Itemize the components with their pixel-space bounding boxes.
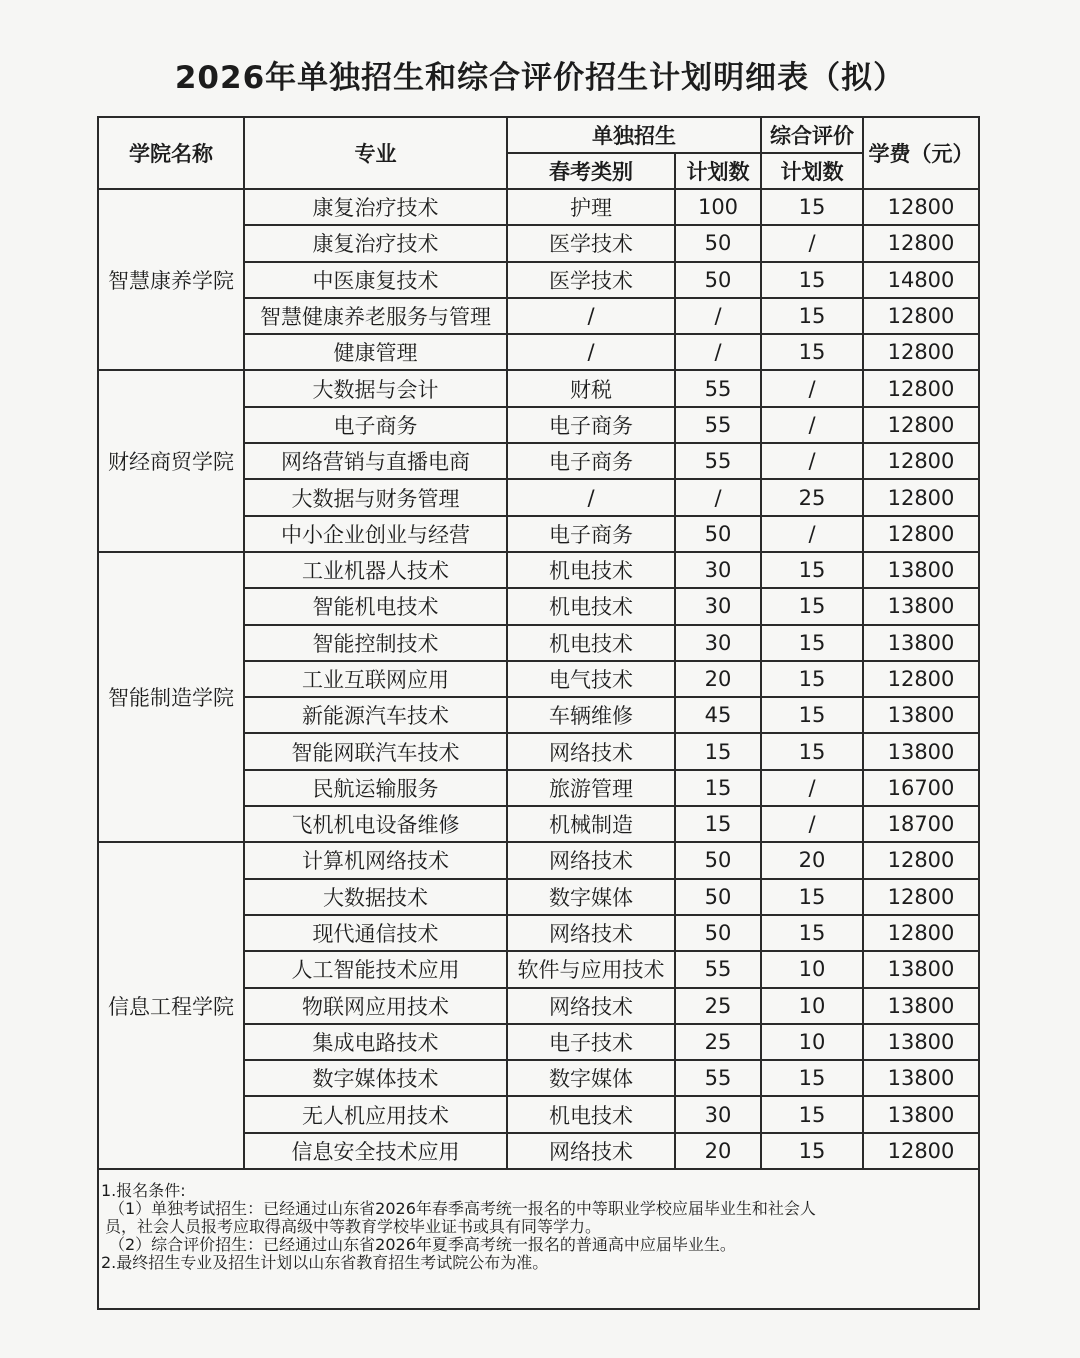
comprehensive-plan-cell: /: [761, 516, 863, 552]
plan-count-cell: /: [675, 298, 761, 334]
tuition-fee-cell: 12800: [863, 516, 979, 552]
college-name-cell: 财经商贸学院: [98, 370, 244, 551]
plan-count-cell: 50: [675, 879, 761, 915]
plan-count-cell: 55: [675, 1060, 761, 1096]
spring-category-cell: 机电技术: [507, 1096, 675, 1132]
header-major: 专业: [244, 117, 507, 189]
comprehensive-plan-cell: 15: [761, 661, 863, 697]
spring-category-cell: 机电技术: [507, 625, 675, 661]
note-line: 2.最终招生专业及招生计划以山东省教育招生考试院公布为准。: [101, 1253, 549, 1273]
tuition-fee-cell: 12800: [863, 407, 979, 443]
table-row: [98, 842, 979, 878]
plan-count-cell: 15: [675, 770, 761, 806]
tuition-fee-cell: 13800: [863, 588, 979, 624]
comprehensive-plan-cell: 15: [761, 334, 863, 370]
tuition-fee-cell: 13800: [863, 552, 979, 588]
plan-count-cell: 55: [675, 443, 761, 479]
major-cell: 民航运输服务: [244, 770, 507, 806]
note-line: 员，社会人员报考应取得高级中等教育学校毕业证书或具有同等学力。: [105, 1217, 602, 1237]
college-name-cell: 信息工程学院: [98, 842, 244, 1169]
spring-category-cell: 电子商务: [507, 443, 675, 479]
tuition-fee-cell: 18700: [863, 806, 979, 842]
comprehensive-plan-cell: 15: [761, 1096, 863, 1132]
plan-count-cell: 20: [675, 661, 761, 697]
major-cell: 大数据与会计: [244, 370, 507, 406]
tuition-fee-cell: 13800: [863, 988, 979, 1024]
tuition-fee-cell: 12800: [863, 225, 979, 261]
plan-count-cell: 50: [675, 262, 761, 298]
major-cell: 中医康复技术: [244, 262, 507, 298]
plan-count-cell: 15: [675, 806, 761, 842]
plan-count-cell: 55: [675, 951, 761, 987]
comprehensive-plan-cell: 25: [761, 479, 863, 515]
enrollment-plan-table-container: [97, 116, 978, 1310]
major-cell: 无人机应用技术: [244, 1096, 507, 1132]
plan-count-cell: 30: [675, 625, 761, 661]
plan-count-cell: 55: [675, 370, 761, 406]
spring-category-cell: 电子技术: [507, 1024, 675, 1060]
plan-count-cell: 30: [675, 1096, 761, 1132]
comprehensive-plan-cell: 15: [761, 298, 863, 334]
spring-category-cell: 网络技术: [507, 1133, 675, 1169]
spring-category-cell: 电子商务: [507, 516, 675, 552]
major-cell: 康复治疗技术: [244, 189, 507, 225]
comprehensive-plan-cell: /: [761, 443, 863, 479]
tuition-fee-cell: 12800: [863, 370, 979, 406]
comprehensive-plan-cell: 15: [761, 733, 863, 769]
plan-count-cell: /: [675, 334, 761, 370]
major-cell: 工业机器人技术: [244, 552, 507, 588]
comprehensive-plan-cell: 20: [761, 842, 863, 878]
comprehensive-plan-cell: 10: [761, 988, 863, 1024]
plan-count-cell: 100: [675, 189, 761, 225]
spring-category-cell: 电子商务: [507, 407, 675, 443]
tuition-fee-cell: 12800: [863, 842, 979, 878]
comprehensive-plan-cell: 10: [761, 951, 863, 987]
header-tuition-fee: 学费（元）: [863, 117, 979, 189]
major-cell: 新能源汽车技术: [244, 697, 507, 733]
header-plan-count: 计划数: [675, 153, 761, 189]
plan-count-cell: 25: [675, 988, 761, 1024]
comprehensive-plan-cell: 15: [761, 189, 863, 225]
spring-category-cell: 机电技术: [507, 552, 675, 588]
comprehensive-plan-cell: /: [761, 407, 863, 443]
comprehensive-plan-cell: /: [761, 770, 863, 806]
spring-category-cell: 机电技术: [507, 588, 675, 624]
comprehensive-plan-cell: /: [761, 370, 863, 406]
tuition-fee-cell: 12800: [863, 298, 979, 334]
spring-category-cell: 软件与应用技术: [507, 951, 675, 987]
tuition-fee-cell: 14800: [863, 262, 979, 298]
enrollment-plan-table: [97, 116, 980, 1170]
tuition-fee-cell: 12800: [863, 479, 979, 515]
note-line: （2）综合评价招生：已经通过山东省2026年夏季高考统一报名的普通高中应届毕业生。: [109, 1235, 736, 1255]
table-row: [98, 370, 979, 406]
major-cell: 智慧健康养老服务与管理: [244, 298, 507, 334]
tuition-fee-cell: 13800: [863, 1096, 979, 1132]
header-comprehensive-evaluation: 综合评价: [761, 117, 863, 153]
comprehensive-plan-cell: 15: [761, 1133, 863, 1169]
tuition-fee-cell: 12800: [863, 661, 979, 697]
tuition-fee-cell: 16700: [863, 770, 979, 806]
comprehensive-plan-cell: 15: [761, 625, 863, 661]
college-name-cell: 智慧康养学院: [98, 189, 244, 370]
spring-category-cell: 机械制造: [507, 806, 675, 842]
major-cell: 智能控制技术: [244, 625, 507, 661]
spring-category-cell: 护理: [507, 189, 675, 225]
tuition-fee-cell: 12800: [863, 443, 979, 479]
major-cell: 计算机网络技术: [244, 842, 507, 878]
tuition-fee-cell: 13800: [863, 733, 979, 769]
spring-category-cell: /: [507, 479, 675, 515]
comprehensive-plan-cell: 15: [761, 879, 863, 915]
notes-section: [97, 1170, 980, 1310]
table-row: [98, 552, 979, 588]
plan-count-cell: 20: [675, 1133, 761, 1169]
comprehensive-plan-cell: /: [761, 806, 863, 842]
header-college: 学院名称: [98, 117, 244, 189]
comprehensive-plan-cell: 15: [761, 588, 863, 624]
plan-count-cell: 50: [675, 915, 761, 951]
spring-category-cell: 网络技术: [507, 915, 675, 951]
tuition-fee-cell: 12800: [863, 915, 979, 951]
header-comprehensive-plan-count: 计划数: [761, 153, 863, 189]
plan-count-cell: 45: [675, 697, 761, 733]
page-title: 2026年单独招生和综合评价招生计划明细表（拟）: [174, 60, 906, 96]
header-separate-enrollment: 单独招生: [507, 117, 761, 153]
tuition-fee-cell: 12800: [863, 189, 979, 225]
comprehensive-plan-cell: 15: [761, 915, 863, 951]
major-cell: 数字媒体技术: [244, 1060, 507, 1096]
major-cell: 电子商务: [244, 407, 507, 443]
major-cell: 网络营销与直播电商: [244, 443, 507, 479]
note-line: （1）单独考试招生：已经通过山东省2026年春季高考统一报名的中等职业学校应届毕业生和社会人: [109, 1199, 816, 1219]
tuition-fee-cell: 12800: [863, 1133, 979, 1169]
major-cell: 智能网联汽车技术: [244, 733, 507, 769]
tuition-fee-cell: 12800: [863, 879, 979, 915]
tuition-fee-cell: 13800: [863, 697, 979, 733]
major-cell: 中小企业创业与经营: [244, 516, 507, 552]
comprehensive-plan-cell: 10: [761, 1024, 863, 1060]
comprehensive-plan-cell: 15: [761, 262, 863, 298]
major-cell: 现代通信技术: [244, 915, 507, 951]
plan-count-cell: 55: [675, 407, 761, 443]
major-cell: 大数据与财务管理: [244, 479, 507, 515]
major-cell: 信息安全技术应用: [244, 1133, 507, 1169]
tuition-fee-cell: 12800: [863, 334, 979, 370]
major-cell: 康复治疗技术: [244, 225, 507, 261]
major-cell: 大数据技术: [244, 879, 507, 915]
spring-category-cell: 医学技术: [507, 262, 675, 298]
major-cell: 集成电路技术: [244, 1024, 507, 1060]
spring-category-cell: 数字媒体: [507, 879, 675, 915]
plan-count-cell: 50: [675, 842, 761, 878]
major-cell: 人工智能技术应用: [244, 951, 507, 987]
college-name-cell: 智能制造学院: [98, 552, 244, 842]
tuition-fee-cell: 13800: [863, 1024, 979, 1060]
spring-category-cell: 网络技术: [507, 988, 675, 1024]
spring-category-cell: 旅游管理: [507, 770, 675, 806]
tuition-fee-cell: 13800: [863, 625, 979, 661]
major-cell: 物联网应用技术: [244, 988, 507, 1024]
spring-category-cell: 车辆维修: [507, 697, 675, 733]
spring-category-cell: 网络技术: [507, 842, 675, 878]
comprehensive-plan-cell: 15: [761, 1060, 863, 1096]
plan-count-cell: 50: [675, 516, 761, 552]
header-spring-category: 春考类别: [507, 153, 675, 189]
spring-category-cell: 医学技术: [507, 225, 675, 261]
plan-count-cell: 50: [675, 225, 761, 261]
tuition-fee-cell: 13800: [863, 951, 979, 987]
major-cell: 工业互联网应用: [244, 661, 507, 697]
plan-count-cell: 30: [675, 552, 761, 588]
spring-category-cell: 数字媒体: [507, 1060, 675, 1096]
major-cell: 飞机机电设备维修: [244, 806, 507, 842]
note-line: 1.报名条件:: [101, 1181, 186, 1201]
comprehensive-plan-cell: 15: [761, 552, 863, 588]
plan-count-cell: 30: [675, 588, 761, 624]
plan-count-cell: 25: [675, 1024, 761, 1060]
comprehensive-plan-cell: 15: [761, 697, 863, 733]
spring-category-cell: /: [507, 298, 675, 334]
spring-category-cell: 电气技术: [507, 661, 675, 697]
tuition-fee-cell: 13800: [863, 1060, 979, 1096]
major-cell: 智能机电技术: [244, 588, 507, 624]
spring-category-cell: /: [507, 334, 675, 370]
plan-count-cell: 15: [675, 733, 761, 769]
table-row: [98, 189, 979, 225]
spring-category-cell: 网络技术: [507, 733, 675, 769]
major-cell: 健康管理: [244, 334, 507, 370]
table-body: [98, 189, 979, 1169]
plan-count-cell: /: [675, 479, 761, 515]
spring-category-cell: 财税: [507, 370, 675, 406]
comprehensive-plan-cell: /: [761, 225, 863, 261]
